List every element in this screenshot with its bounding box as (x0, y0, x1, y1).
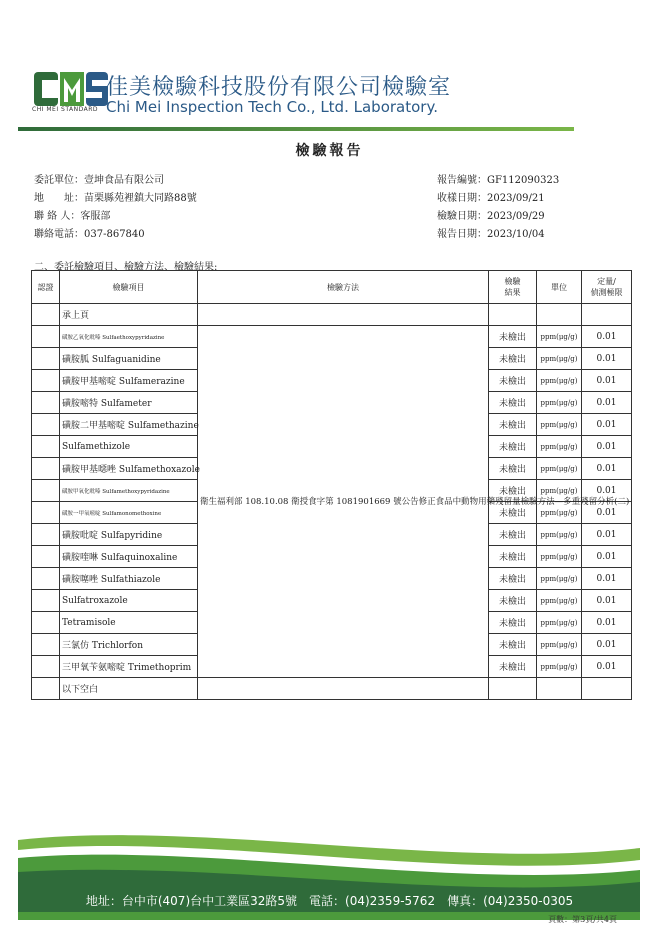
unit-cell: ppm(μg/g) (537, 414, 582, 436)
result-cell: 未檢出 (489, 480, 537, 502)
limit-cell: 0.01 (582, 502, 632, 524)
unit-cell: ppm(μg/g) (537, 502, 582, 524)
limit-cell: 0.01 (582, 590, 632, 612)
section-title: 二、委託檢驗項目、檢驗方法、檢驗結果: (34, 262, 218, 273)
cert-cell (32, 546, 60, 568)
cert-cell (32, 414, 60, 436)
limit-cell: 0.01 (582, 326, 632, 348)
unit-cell: ppm(μg/g) (537, 546, 582, 568)
cert-cell (32, 656, 60, 678)
cert-cell (32, 524, 60, 546)
cert-cell (32, 326, 60, 348)
result-cell: 未檢出 (489, 414, 537, 436)
page-number: 頁數：第3頁/共4頁 (548, 915, 617, 924)
result-cell: 未檢出 (489, 348, 537, 370)
unit-cell: ppm(μg/g) (537, 480, 582, 502)
unit-cell: ppm(μg/g) (537, 656, 582, 678)
continued-row (32, 304, 632, 326)
result-cell: 未檢出 (489, 634, 537, 656)
unit-cell: ppm(μg/g) (537, 326, 582, 348)
cert-cell (32, 502, 60, 524)
received-date: 收樣日期：2023/09/21 (437, 193, 545, 204)
result-cell: 未檢出 (489, 590, 537, 612)
item-cell: 磺胺二甲基嘧啶 Sulfamethazine (60, 414, 198, 436)
limit-cell: 0.01 (582, 568, 632, 590)
col-unit: 單位 (537, 271, 582, 304)
unit-cell: ppm(μg/g) (537, 634, 582, 656)
unit-cell: ppm(μg/g) (537, 348, 582, 370)
item-cell: 磺胺嘧特 Sulfameter (60, 392, 198, 414)
cert-cell (32, 392, 60, 414)
result-cell: 未檢出 (489, 326, 537, 348)
table-row (32, 326, 632, 348)
company-name-zh: 佳美檢驗科技股份有限公司檢驗室 (106, 75, 452, 100)
item-cell: 磺胺甲氧化吡嗪 Sulfamethoxypyridazine (60, 480, 198, 502)
item-cell: 磺胺胍 Sulfaguanidine (60, 348, 198, 370)
report-date: 報告日期：2023/10/04 (437, 229, 545, 240)
client-address: 地 址：苗栗縣苑裡鎮大同路88號 (34, 193, 197, 204)
unit-cell: ppm(μg/g) (537, 392, 582, 414)
continued-label: 承上頁 (60, 304, 198, 326)
item-cell: 磺胺一甲氧嘧啶 Sulfamonomethoxine (60, 502, 198, 524)
report-title: 檢驗報告 (295, 143, 364, 159)
item-cell: 三甲氧苄氨嘧啶 Trimethoprim (60, 656, 198, 678)
result-cell: 未檢出 (489, 656, 537, 678)
item-cell: 磺胺甲基噁唑 Sulfamethoxazole (60, 458, 198, 480)
end-label: 以下空白 (60, 678, 198, 700)
company-name-en: Chi Mei Inspection Tech Co., Ltd. Laboratory. (106, 98, 438, 116)
col-result: 檢驗 結果 (489, 271, 537, 304)
limit-cell: 0.01 (582, 458, 632, 480)
cert-cell (32, 568, 60, 590)
cert-cell (32, 590, 60, 612)
result-cell: 未檢出 (489, 568, 537, 590)
limit-cell: 0.01 (582, 348, 632, 370)
limit-cell: 0.01 (582, 546, 632, 568)
limit-cell: 0.01 (582, 612, 632, 634)
letterhead (18, 62, 618, 122)
item-cell: 磺胺喹啉 Sulfaquinoxaline (60, 546, 198, 568)
unit-cell: ppm(μg/g) (537, 568, 582, 590)
limit-cell: 0.01 (582, 634, 632, 656)
client-phone: 聯絡電話：037-867840 (34, 229, 145, 240)
client-info (34, 172, 197, 244)
cert-cell (32, 348, 60, 370)
result-cell: 未檢出 (489, 370, 537, 392)
cert-cell (32, 436, 60, 458)
method-cell: 衛生福利部 108.10.08 衛授食字第 1081901669 號公告修正食品中動物用藥殘留量檢驗方法—多重殘留分析(二) (198, 326, 489, 678)
unit-cell: ppm(μg/g) (537, 590, 582, 612)
client-contact: 聯 絡 人：客服部 (34, 211, 111, 222)
item-cell: Sulfamethizole (60, 436, 198, 458)
col-cert: 認證 (32, 271, 60, 304)
item-cell: 磺胺吡啶 Sulfapyridine (60, 524, 198, 546)
report-number: 報告編號：GF112090323 (437, 175, 560, 186)
result-cell: 未檢出 (489, 612, 537, 634)
item-cell: 磺胺乙氧化吡嗪 Sulfaethoxypyridazine (60, 326, 198, 348)
cert-cell (32, 634, 60, 656)
test-date: 檢驗日期：2023/09/29 (437, 211, 545, 222)
col-method: 檢驗方法 (198, 271, 489, 304)
item-cell: 三氯仿 Trichlorfon (60, 634, 198, 656)
unit-cell: ppm(μg/g) (537, 524, 582, 546)
cert-cell (32, 370, 60, 392)
result-cell: 未檢出 (489, 502, 537, 524)
unit-cell: ppm(μg/g) (537, 370, 582, 392)
col-limit: 定量/ 偵測極限 (582, 271, 632, 304)
item-cell: 磺胺甲基嘧啶 Sulfamerazine (60, 370, 198, 392)
limit-cell: 0.01 (582, 414, 632, 436)
item-cell: 磺胺噻唑 Sulfathiazole (60, 568, 198, 590)
logo-subtitle: CHI MEI STANDARD (32, 106, 99, 113)
item-cell: Sulfatroxazole (60, 590, 198, 612)
footer-banner (0, 820, 659, 920)
table-header-row (32, 271, 632, 304)
cert-cell (32, 612, 60, 634)
result-cell: 未檢出 (489, 458, 537, 480)
unit-cell: ppm(μg/g) (537, 458, 582, 480)
limit-cell: 0.01 (582, 480, 632, 502)
unit-cell: ppm(μg/g) (537, 436, 582, 458)
limit-cell: 0.01 (582, 392, 632, 414)
unit-cell: ppm(μg/g) (537, 612, 582, 634)
item-cell: Tetramisole (60, 612, 198, 634)
limit-cell: 0.01 (582, 370, 632, 392)
end-row (32, 678, 632, 700)
cert-cell (32, 458, 60, 480)
limit-cell: 0.01 (582, 524, 632, 546)
footer-contact: 地址：台中市(407)台中工業區32路5號 電話：(04)2359-5762 傳真：(04)2350-0305 (85, 894, 574, 908)
report-info (437, 172, 559, 244)
col-item: 檢驗項目 (60, 271, 198, 304)
limit-cell: 0.01 (582, 436, 632, 458)
result-cell: 未檢出 (489, 524, 537, 546)
result-cell: 未檢出 (489, 546, 537, 568)
cert-cell (32, 480, 60, 502)
limit-cell: 0.01 (582, 656, 632, 678)
result-cell: 未檢出 (489, 392, 537, 414)
header-divider (18, 127, 574, 131)
results-table (31, 270, 632, 700)
client-unit: 委託單位：壹坤食品有限公司 (34, 175, 164, 186)
result-cell: 未檢出 (489, 436, 537, 458)
